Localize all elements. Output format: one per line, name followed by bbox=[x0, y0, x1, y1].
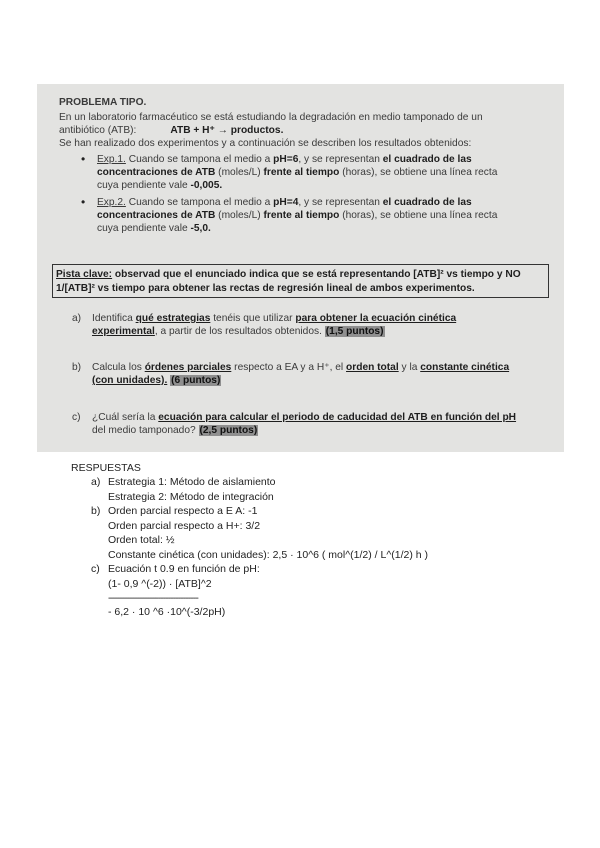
answer-b-line-1: Orden parcial respecto a E A: -1 bbox=[108, 505, 258, 517]
intro-line-2 bbox=[59, 124, 283, 137]
intro-antibiotic: antibiótico (ATB): bbox=[59, 125, 137, 136]
exp1-line-3 bbox=[97, 179, 222, 192]
answer-c-letter: c) bbox=[91, 563, 100, 575]
exp1-text: Cuando se tampona el medio a bbox=[128, 154, 271, 165]
pista-text: observad que el enunciado indica que se está representando [ATB]² vs tiempo y NO bbox=[114, 269, 521, 280]
qb-text: Calcula los bbox=[92, 362, 142, 373]
exp1-line-2 bbox=[97, 166, 497, 179]
question-b-letter: b) bbox=[72, 362, 82, 373]
answer-c-fraction-bar: ------------------------------------ bbox=[108, 592, 198, 604]
answer-c-line-4: - 6,2 · 10 ^6 ·10^(-3/2pH) bbox=[108, 606, 226, 618]
exp2-bold: concentraciones de ATB bbox=[97, 210, 216, 221]
answer-a-letter: a) bbox=[91, 476, 101, 488]
respuestas-heading: RESPUESTAS bbox=[71, 462, 141, 474]
exp2-ph: pH=4 bbox=[273, 197, 299, 208]
exp2-text: (horas), se obtiene una línea recta bbox=[342, 210, 498, 221]
answer-b-line-4: Constante cinética (con unidades): 2,5 · 10^6 ( mol^(1/2) / L^(1/2) h ) bbox=[108, 549, 429, 561]
qa-points-badge: (1,5 puntos) bbox=[325, 326, 384, 337]
exp2-bold: frente al tiempo bbox=[263, 210, 340, 221]
qa-text: Identifica bbox=[92, 313, 133, 324]
intro-line-3: Se han realizado dos experimentos y a continuación se describen los resultados obtenidos: bbox=[59, 138, 472, 149]
qb-underlined: constante cinética bbox=[420, 362, 510, 373]
exp1-ph: pH=6 bbox=[273, 154, 299, 165]
answer-b-letter: b) bbox=[91, 505, 101, 517]
qc-text: ¿Cuál sería la bbox=[92, 412, 156, 423]
answer-c-line-1: Ecuación t 0.9 en función de pH: bbox=[108, 563, 260, 575]
qa-text: , a partir de los resultados obtenidos. bbox=[154, 326, 322, 337]
reaction-equation: ATB + H⁺ → productos. bbox=[170, 125, 284, 136]
problem-scan bbox=[37, 84, 564, 452]
bullet-icon: • bbox=[81, 152, 86, 166]
qc-text: del medio tamponado? bbox=[92, 425, 196, 436]
qa-underlined: qué estrategias bbox=[135, 313, 211, 324]
question-a-letter: a) bbox=[72, 313, 82, 324]
qb-text: respecto a EA y a H⁺, el bbox=[234, 362, 344, 373]
question-a-line-1 bbox=[92, 312, 456, 325]
exp1-bold: el cuadrado de las bbox=[382, 154, 472, 165]
exp2-text: (moles/L) bbox=[218, 210, 261, 221]
exp2-text: , y se representan bbox=[298, 197, 380, 208]
exp1-line-1 bbox=[97, 153, 472, 166]
exp1-label: Exp.1. bbox=[97, 154, 126, 165]
bullet-icon: • bbox=[81, 195, 86, 209]
exp1-text: (moles/L) bbox=[218, 167, 261, 178]
qa-text: tenéis que utilizar bbox=[213, 313, 293, 324]
exp2-slope: -5,0. bbox=[190, 223, 211, 234]
answer-b-line-2: Orden parcial respecto a H+: 3/2 bbox=[108, 520, 261, 532]
qb-underlined: (con unidades). bbox=[92, 375, 168, 386]
answer-a-line-1: Estrategia 1: Método de aislamiento bbox=[108, 476, 276, 488]
exp1-slope: -0,005. bbox=[190, 180, 223, 191]
answer-b-line-3: Orden total: ½ bbox=[108, 534, 175, 546]
question-c-line-1 bbox=[92, 411, 516, 424]
pista-line-2: 1/[ATB]² vs tiempo para obtener las rectas de regresión lineal de ambos experimentos. bbox=[56, 283, 475, 294]
exp1-bold: concentraciones de ATB bbox=[97, 167, 216, 178]
qa-underlined: para obtener la ecuación cinética bbox=[295, 313, 457, 324]
intro-line-1: En un laboratorio farmacéutico se está estudiando la degradación en medio tamponado de un bbox=[59, 112, 483, 123]
question-c-line-2 bbox=[92, 424, 258, 437]
exp2-text: cuya pendiente vale bbox=[97, 223, 188, 234]
exp1-text: , y se representan bbox=[298, 154, 380, 165]
problem-title: PROBLEMA TIPO. bbox=[59, 97, 147, 108]
qc-underlined: ecuación para calcular el periodo de caducidad del ATB en función del pH bbox=[158, 412, 517, 423]
exp2-line-3 bbox=[97, 222, 211, 235]
exp2-bold: el cuadrado de las bbox=[382, 197, 472, 208]
qb-text: y la bbox=[401, 362, 418, 373]
exp2-text: Cuando se tampona el medio a bbox=[128, 197, 271, 208]
question-b-line-2 bbox=[92, 374, 221, 387]
exp2-label: Exp.2. bbox=[97, 197, 126, 208]
exp2-line-2 bbox=[97, 209, 497, 222]
pista-clave-box bbox=[52, 264, 549, 298]
pista-label: Pista clave: bbox=[56, 269, 113, 280]
answer-a-line-2: Estrategia 2: Método de integración bbox=[108, 491, 274, 503]
answer-c-line-2: (1- 0,9 ^(-2)) · [ATB]^2 bbox=[108, 578, 212, 590]
exp2-line-1 bbox=[97, 196, 472, 209]
pista-line-1 bbox=[56, 268, 521, 281]
question-b-line-1 bbox=[92, 361, 509, 374]
qa-underlined: experimental bbox=[92, 326, 155, 337]
qb-underlined: orden total bbox=[346, 362, 399, 373]
exp1-text: cuya pendiente vale bbox=[97, 180, 188, 191]
qc-points-badge: (2,5 puntos) bbox=[199, 425, 258, 436]
qb-points-badge: (6 puntos) bbox=[171, 375, 221, 386]
question-c-letter: c) bbox=[72, 412, 81, 423]
exp1-bold: frente al tiempo bbox=[263, 167, 340, 178]
qb-underlined: órdenes parciales bbox=[144, 362, 232, 373]
question-a-line-2 bbox=[92, 325, 385, 338]
exp1-text: (horas), se obtiene una línea recta bbox=[342, 167, 498, 178]
